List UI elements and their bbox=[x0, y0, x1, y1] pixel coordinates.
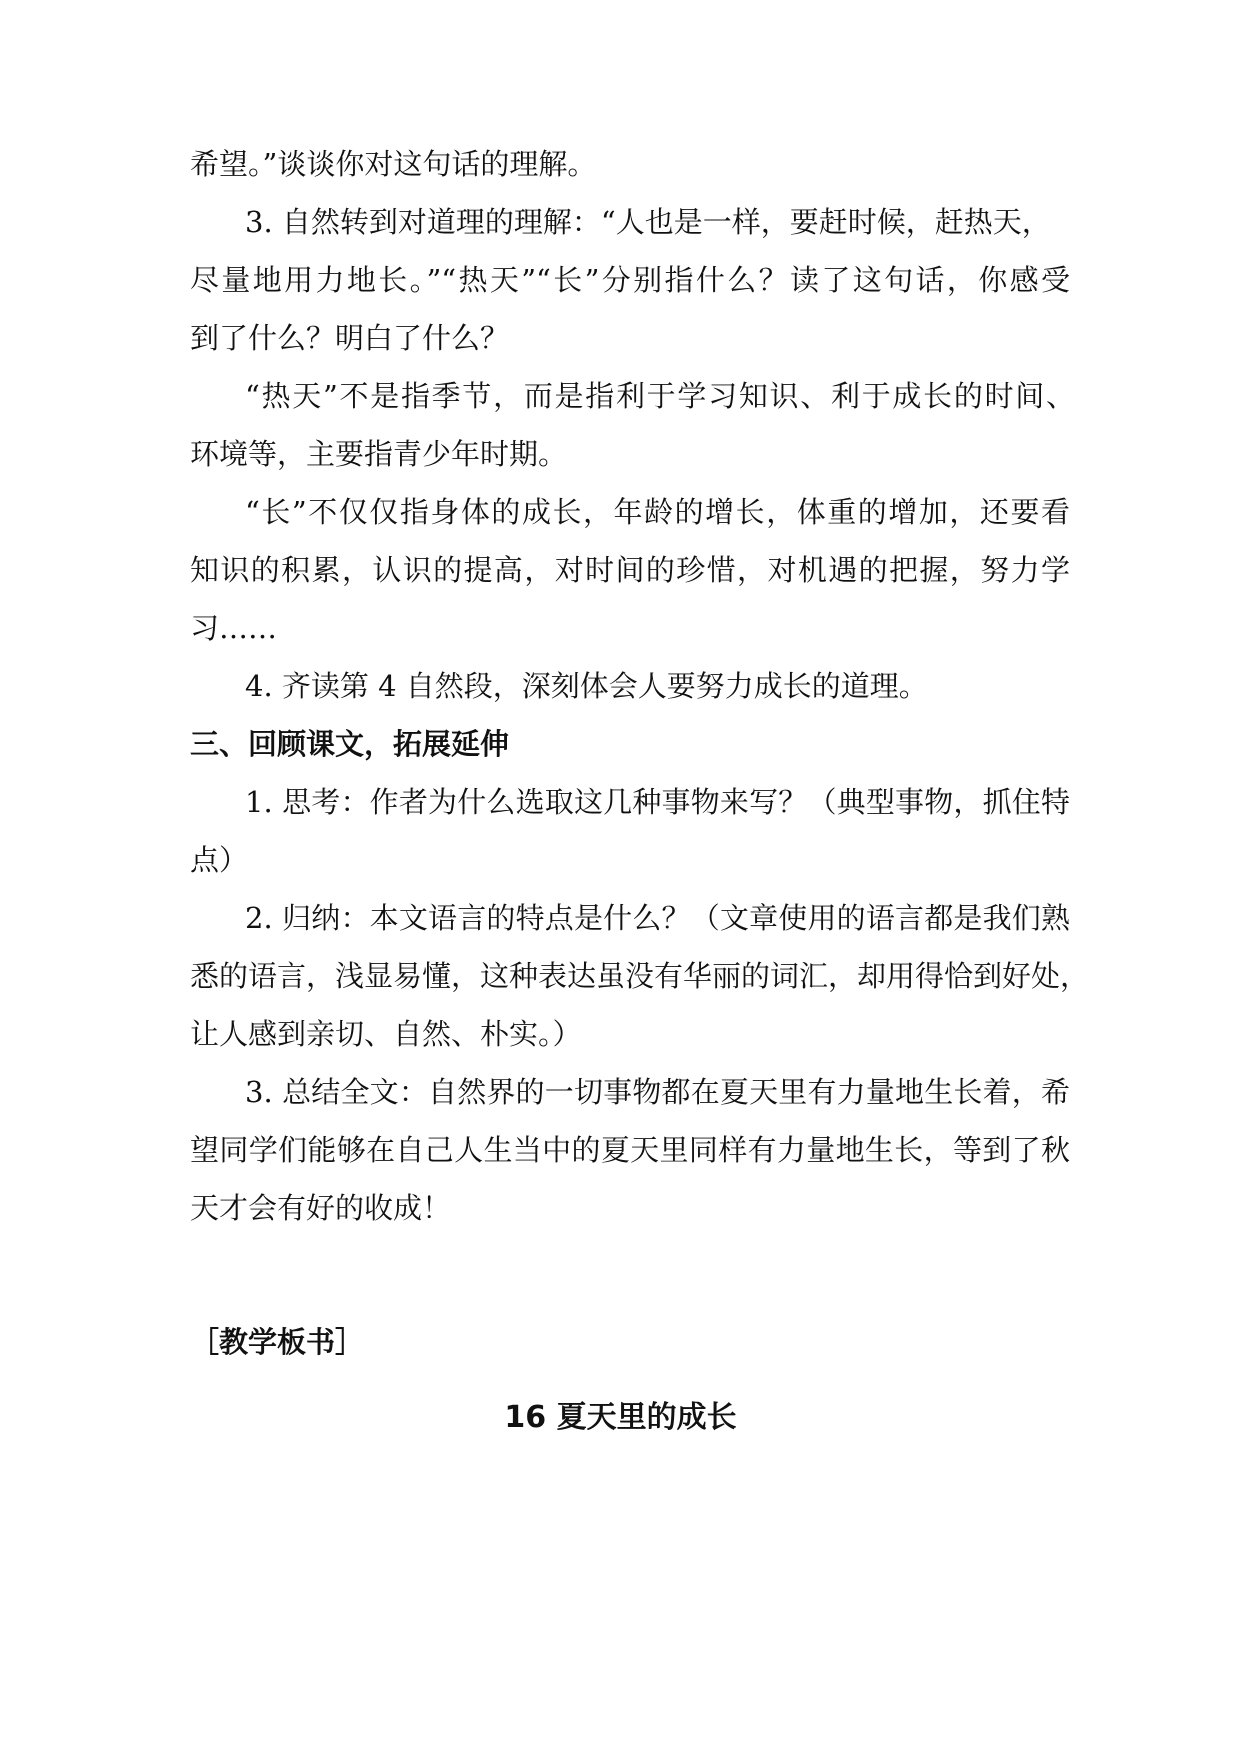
text-line: “热天”不是指季节，而是指利于学习知识、利于成长的时间、 bbox=[245, 379, 1075, 413]
text-line: 点） bbox=[190, 843, 249, 877]
text-line: 4. 齐读第 4 自然段，深刻体会人要努力成长的道理。 bbox=[245, 669, 928, 703]
text-line: 尽量地用力地长。”“热天”“长”分别指什么？读了这句话，你感受 bbox=[190, 263, 1070, 297]
text-line: 到了什么？明白了什么？ bbox=[190, 321, 510, 355]
text-line: 希望。”谈谈你对这句话的理解。 bbox=[190, 147, 597, 181]
text-line: 环境等，主要指青少年时期。 bbox=[190, 437, 568, 471]
section-heading: 三、回顾课文，拓展延伸 bbox=[190, 727, 510, 761]
text-line: 望同学们能够在自己人生当中的夏天里同样有力量地生长，等到了秋 bbox=[190, 1133, 1070, 1167]
text-line: 悉的语言，浅显易懂，这种表达虽没有华丽的词汇，却用得恰到好处， bbox=[190, 959, 1090, 993]
board-section-label: ［教学板书］ bbox=[190, 1325, 365, 1359]
board-title: 16 夏天里的成长 bbox=[504, 1400, 737, 1435]
text-line: 3. 总结全文：自然界的一切事物都在夏天里有力量地生长着，希 bbox=[245, 1075, 1070, 1109]
text-line: “长”不仅仅指身体的成长，年龄的增长，体重的增加，还要看 bbox=[245, 495, 1070, 529]
text-line: 天才会有好的收成！ bbox=[190, 1191, 452, 1225]
text-line: 1. 思考：作者为什么选取这几种事物来写？（典型事物，抓住特 bbox=[245, 785, 1070, 819]
text-line: 2. 归纳：本文语言的特点是什么？（文章使用的语言都是我们熟 bbox=[245, 901, 1070, 935]
text-line: 习…… bbox=[190, 611, 278, 645]
text-line: 3. 自然转到对道理的理解：“人也是一样，要赶时候，赶热天， bbox=[245, 205, 1051, 239]
text-line: 让人感到亲切、自然、朴实。） bbox=[190, 1017, 582, 1051]
text-line: 知识的积累，认识的提高，对时间的珍惜，对机遇的把握，努力学 bbox=[190, 553, 1070, 587]
